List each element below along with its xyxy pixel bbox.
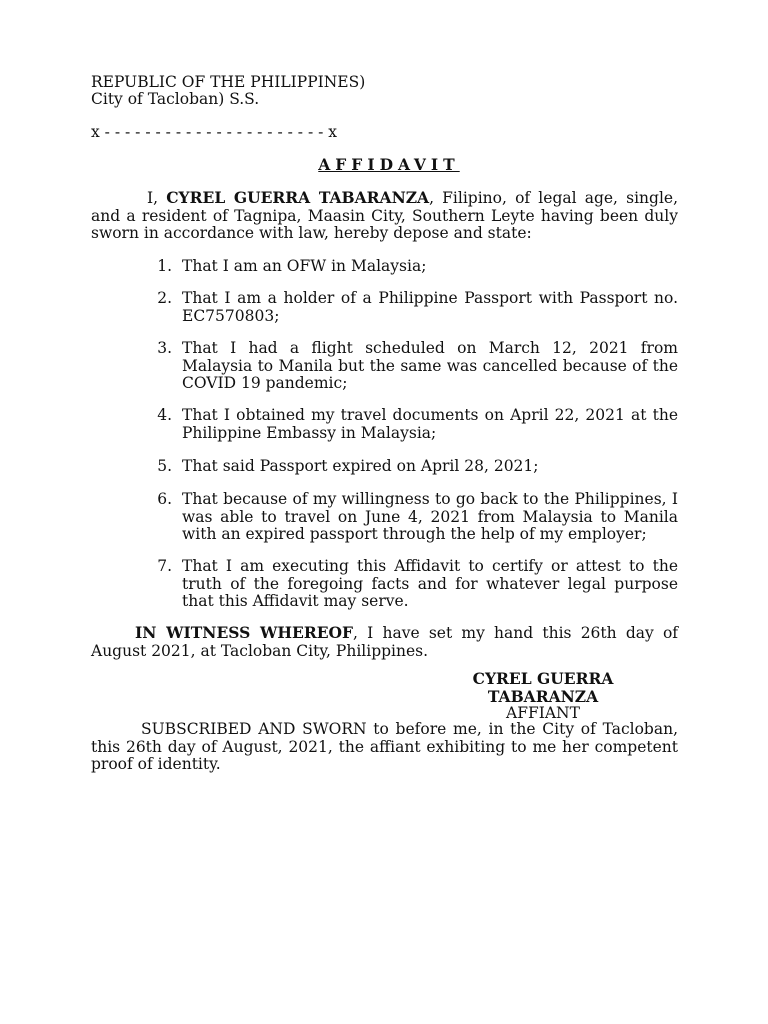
- list-item: [150, 491, 678, 544]
- list-item: [150, 340, 678, 393]
- witness-text: , I have set my hand this 26th day of August 2021, at Tacloban City, Philippines.: [91, 624, 679, 660]
- list-item: [150, 558, 678, 611]
- signature-name: CYREL GUERRA TABARANZA: [472, 669, 614, 706]
- item-number: 1.: [157, 257, 172, 275]
- item-text: That said Passport expired on April 28, 2021;: [182, 457, 539, 475]
- list-item: [150, 290, 678, 325]
- item-number: 2.: [157, 289, 172, 307]
- witness-lead: IN WITNESS WHEREOF: [135, 623, 354, 642]
- venue-republic: REPUBLIC OF THE PHILIPPINES): [91, 73, 366, 91]
- item-text: That I am a holder of a Philippine Passport with Passport no. EC7570803;: [182, 289, 678, 325]
- item-number: 4.: [157, 406, 172, 424]
- witness-paragraph: [91, 624, 678, 660]
- document-title: AFFIDAVIT: [318, 155, 460, 174]
- list-item: [150, 258, 678, 276]
- intro-text: , Filipino, of legal age, single, and a resident of Tagnipa, Maasin City, Southern Leyte having been duly sworn in accordance with law, hereby depose and state:: [91, 189, 679, 242]
- item-number: 3.: [157, 339, 172, 357]
- venue-city: City of Tacloban) S.S.: [91, 90, 260, 108]
- item-number: 6.: [157, 490, 172, 508]
- intro-prefix: I,: [147, 189, 167, 207]
- item-number: 5.: [157, 457, 172, 475]
- signature-role: AFFIANT: [506, 704, 580, 722]
- signature-block: [427, 670, 659, 723]
- jurat-paragraph: [91, 721, 678, 774]
- venue-separator: x - - - - - - - - - - - - - - - - - - - - - - x: [91, 123, 338, 141]
- affiant-name: CYREL GUERRA TABARANZA: [166, 188, 430, 207]
- item-text: That because of my willingness to go back to the Philippines, I was able to travel on June 4, 2021 from Malaysia to Manila with an expired passport through the help of my employer;: [182, 490, 678, 543]
- intro-paragraph: [91, 189, 678, 243]
- item-number: 7.: [157, 557, 172, 575]
- list-item: [150, 458, 678, 476]
- item-text: That I am executing this Affidavit to certify or attest to the truth of the foregoing facts and for whatever legal purpose that this Affidavit may serve.: [182, 557, 678, 610]
- jurat-text: SUBSCRIBED AND SWORN to before me, in the City of Tacloban, this 26th day of August, 2021, the affiant exhibiting to me her competent proof of identity.: [91, 720, 678, 773]
- item-text: That I had a flight scheduled on March 12, 2021 from Malaysia to Manila but the same was cancelled because of the COVID 19 pandemic;: [182, 339, 678, 392]
- list-item: [150, 407, 678, 442]
- item-text: That I obtained my travel documents on April 22, 2021 at the Philippine Embassy in Malaysia;: [182, 406, 678, 442]
- item-text: That I am an OFW in Malaysia;: [182, 257, 427, 275]
